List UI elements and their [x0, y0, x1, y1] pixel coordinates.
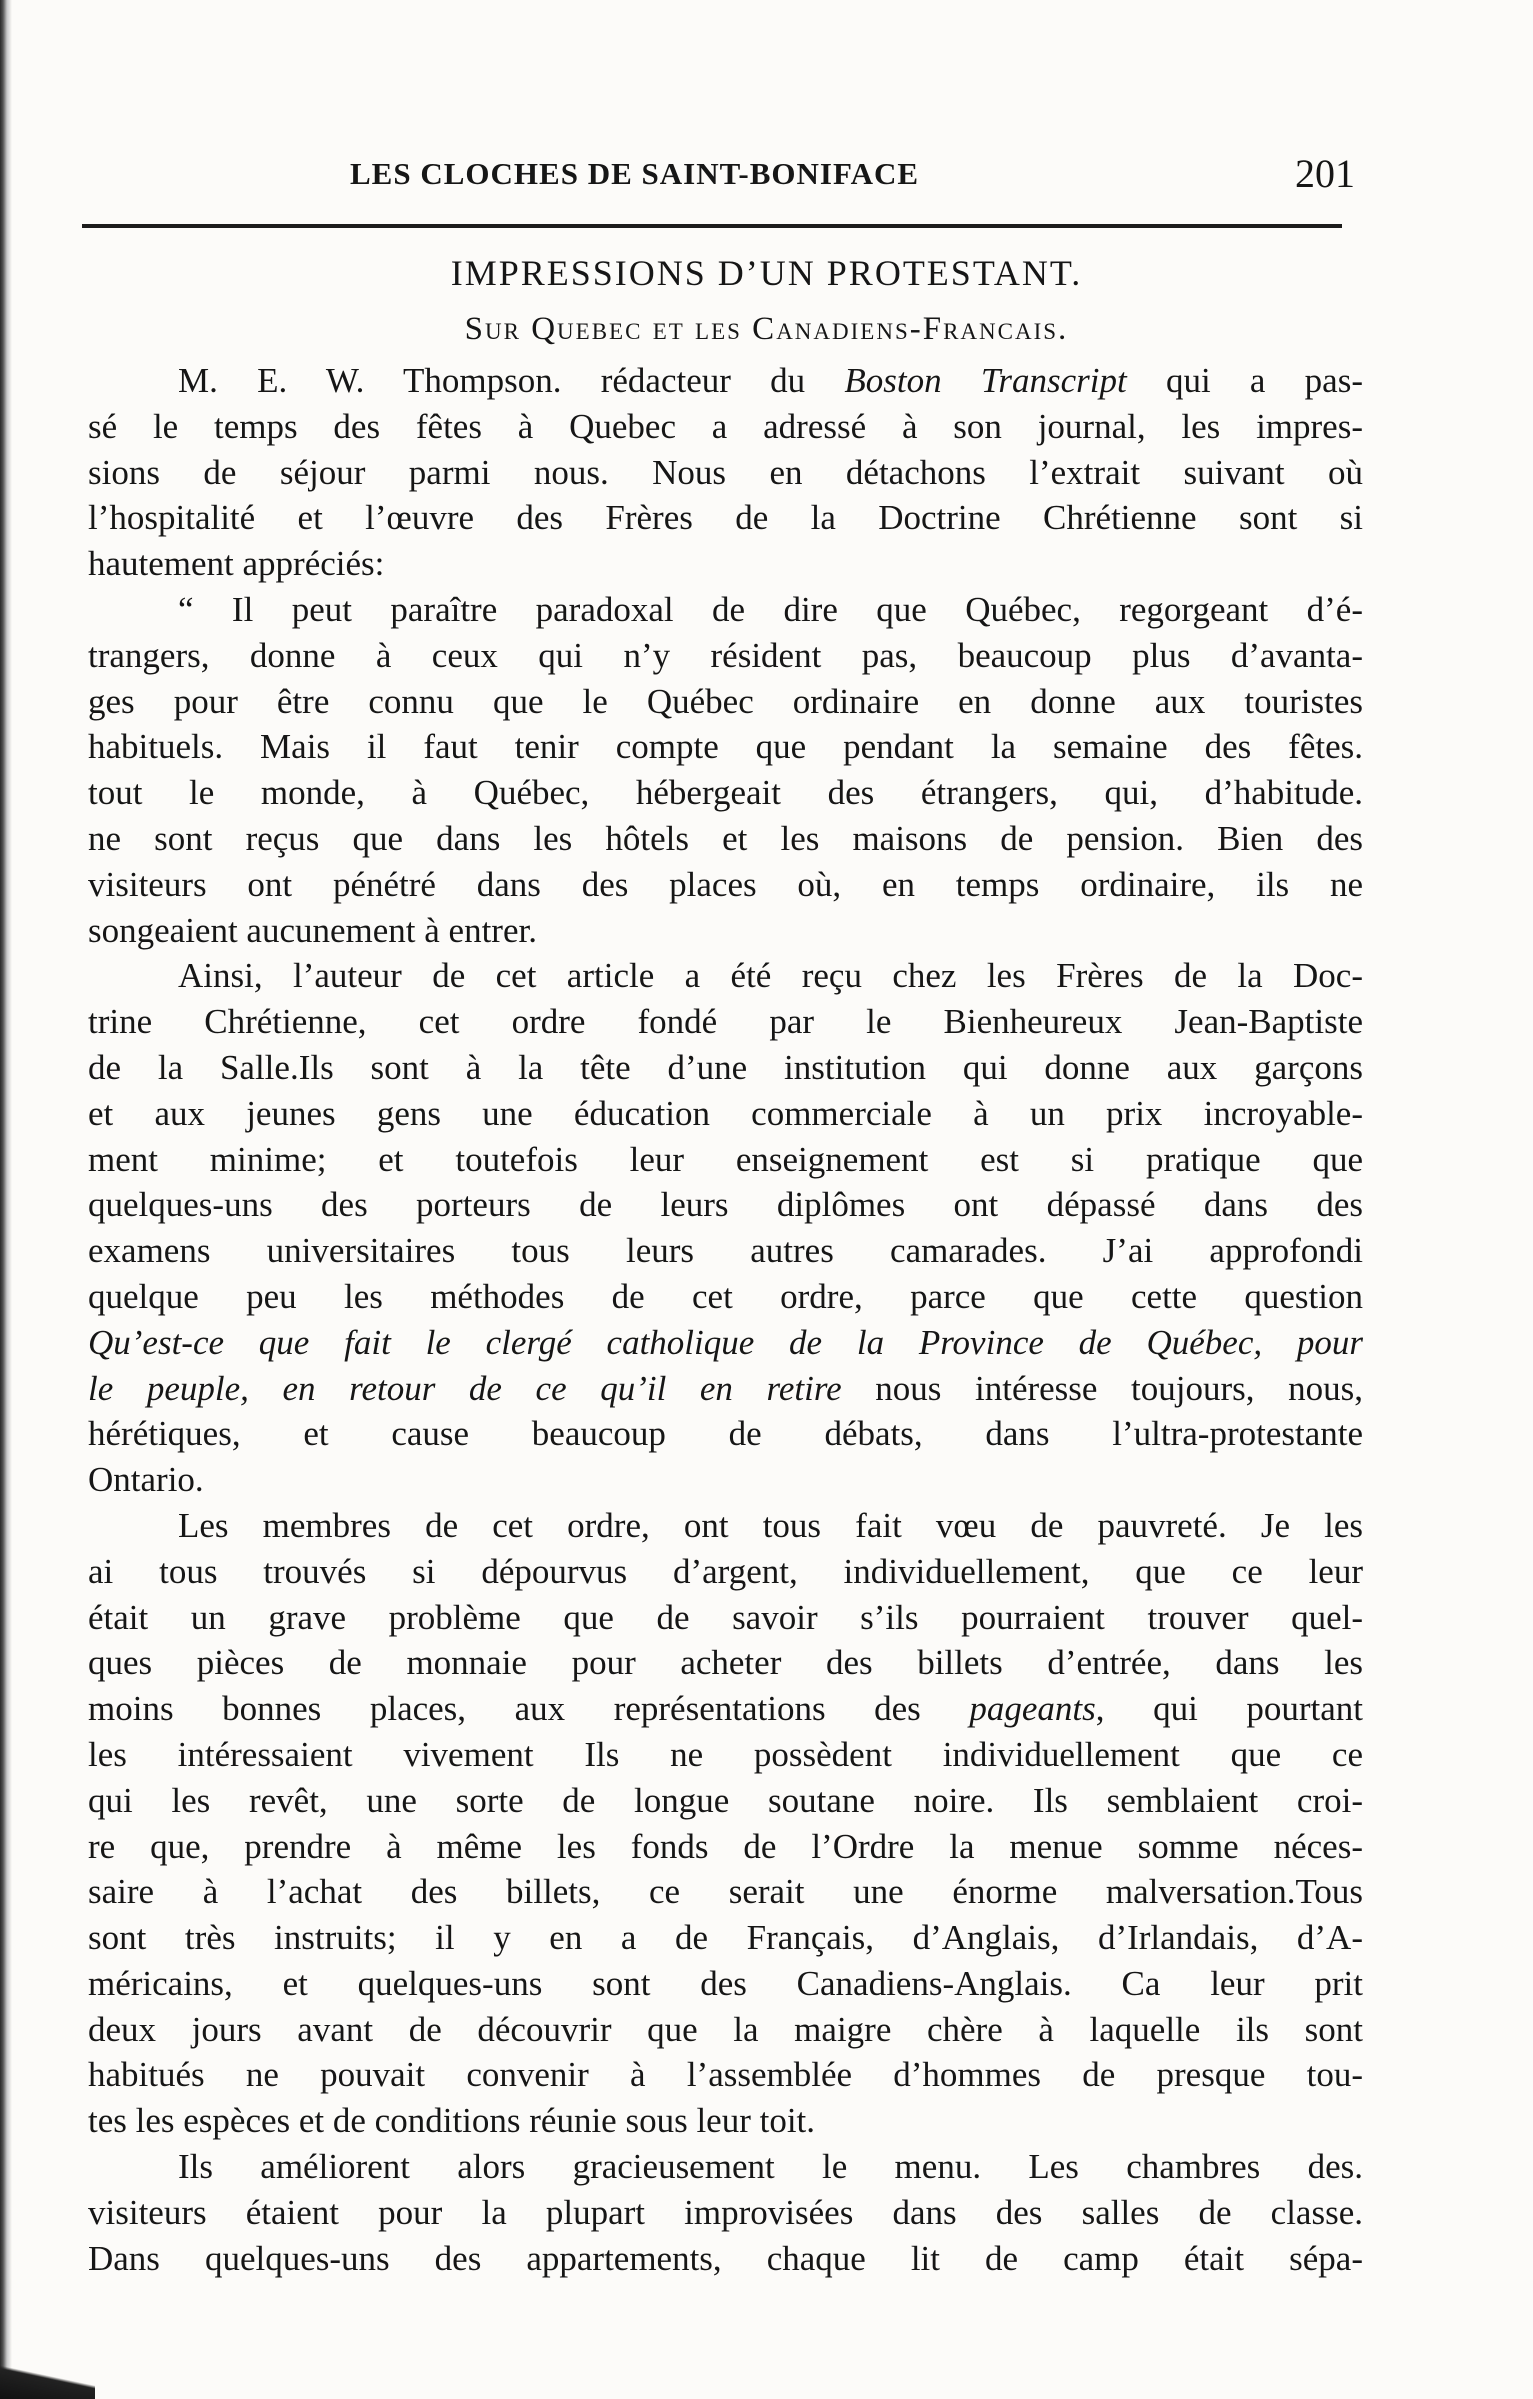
text-segment: , qui pourtant	[1095, 1689, 1363, 1729]
text-line	[88, 2098, 1363, 2144]
text-segment: Ontario.	[88, 1460, 204, 1500]
header-rule	[82, 224, 1342, 228]
text-segment: méricains, et quelques-uns sont des Canadiens-Anglais. Ca leur prit	[88, 1963, 1363, 2003]
running-head: LES CLOCHES DE SAINT-BONIFACE	[350, 156, 920, 191]
text-segment: tes les espèces et de conditions réunie sous leur toit.	[88, 2101, 816, 2141]
text-line	[88, 679, 1363, 725]
text-line	[88, 541, 1363, 587]
text-line	[88, 862, 1363, 908]
text-segment: ai tous trouvés si dépourvus d’argent, individuellement, que ce leur	[88, 1551, 1363, 1591]
page-corner-shadow	[0, 2339, 95, 2399]
text-segment: moins bonnes places, aux représentations des	[88, 1689, 970, 1729]
italic-text: Boston Transcript	[844, 361, 1127, 400]
text-line	[88, 450, 1363, 496]
text-line	[88, 1503, 1363, 1549]
text-line	[88, 770, 1363, 816]
text-segment: sions de séjour parmi nous. Nous en détachons l’extrait suivant où	[88, 452, 1363, 492]
text-segment: trine Chrétienne, cet ordre fondé par le Bienheureux Jean-Baptiste	[88, 1002, 1363, 1042]
text-line	[88, 1457, 1363, 1503]
text-line	[88, 587, 1363, 633]
italic-text: pageants	[969, 1689, 1096, 1729]
text-line	[88, 1915, 1363, 1961]
text-segment: saire à l’achat des billets, ce serait une énorme malversation.Tous	[88, 1872, 1363, 1912]
page-number: 201	[1295, 151, 1355, 196]
text-line	[88, 1549, 1363, 1595]
text-line	[88, 404, 1363, 450]
text-line	[88, 1137, 1363, 1183]
text-segment: trangers, donne à ceux qui n’y résident pas, beaucoup plus d’avanta-	[88, 635, 1363, 675]
text-line	[88, 1320, 1363, 1366]
text-segment: sont très instruits; il y en a de Français, d’Anglais, d’Irlandais, d’A-	[88, 1918, 1363, 1958]
text-line	[88, 953, 1363, 999]
text-line	[88, 999, 1363, 1045]
text-segment: ges pour être connu que le Québec ordinaire en donne aux touristes	[88, 681, 1363, 721]
text-segment: sé le temps des fêtes à Quebec a adressé à son journal, les impres-	[88, 406, 1363, 446]
text-segment: visiteurs ont pénétré dans des places où, en temps ordinaire, ils ne	[88, 864, 1363, 904]
text-segment: l’hospitalité et l’œuvre des Frères de la Doctrine Chrétienne sont si	[88, 498, 1363, 538]
text-line	[88, 724, 1363, 770]
text-line	[88, 1411, 1363, 1457]
text-segment: hérétiques, et cause beaucoup de débats, dans l’ultra-protestante	[88, 1414, 1363, 1454]
text-line	[88, 816, 1363, 862]
text-line	[88, 1274, 1363, 1320]
text-line	[88, 1778, 1363, 1824]
italic-text: Qu’est-ce que fait le clergé catholique de la Province de Québec, pour	[88, 1322, 1363, 1362]
text-segment: ment minime; et toutefois leur enseignement est si pratique que	[88, 1139, 1363, 1179]
text-segment: quelque peu les méthodes de cet ordre, parce que cette question	[88, 1276, 1363, 1316]
text-segment: tout le monde, à Québec, hébergeait des étrangers, qui, d’habitude.	[88, 773, 1363, 813]
text-segment: quelques-uns des porteurs de leurs diplômes ont dépassé dans des	[88, 1185, 1363, 1225]
text-line	[88, 1869, 1363, 1915]
text-segment: Les membres de cet ordre, ont tous fait vœu de pauvreté. Je les	[178, 1505, 1363, 1545]
text-segment: de la Salle.Ils sont à la tête d’une institution qui donne aux garçons	[88, 1047, 1363, 1087]
text-segment: ne sont reçus que dans les hôtels et les maisons de pension. Bien des	[88, 818, 1363, 858]
text-line	[88, 908, 1363, 954]
text-line	[88, 1366, 1363, 1412]
text-segment: nous intéresse toujours, nous,	[841, 1368, 1363, 1408]
text-line	[88, 1045, 1363, 1091]
text-line	[88, 1228, 1363, 1274]
article-subtitle: Sur Quebec et les Canadiens-Francais.	[464, 311, 1069, 347]
text-segment: qui les revêt, une sorte de longue soutane noire. Ils semblaient croi-	[88, 1780, 1363, 1820]
text-line	[88, 633, 1363, 679]
text-line	[88, 2236, 1363, 2282]
text-line	[88, 1091, 1363, 1137]
text-line	[88, 1824, 1363, 1870]
article-body	[88, 358, 1363, 2281]
text-line	[88, 1961, 1363, 2007]
text-line	[88, 2052, 1363, 2098]
text-segment: habituels. Mais il faut tenir compte que pendant la semaine des fêtes.	[88, 727, 1363, 767]
text-line	[88, 1595, 1363, 1641]
text-line	[88, 495, 1363, 541]
text-line	[88, 2144, 1363, 2190]
text-line	[88, 1640, 1363, 1686]
text-segment: Dans quelques-uns des appartements, chaque lit de camp était sépa-	[88, 2238, 1363, 2278]
text-segment: était un grave problème que de savoir s’ils pourraient trouver quel-	[88, 1597, 1363, 1637]
text-line	[88, 1732, 1363, 1778]
text-segment: habitués ne pouvait convenir à l’assemblée d’hommes de presque tou-	[88, 2055, 1363, 2095]
text-segment: ques pièces de monnaie pour acheter des billets d’entrée, dans les	[88, 1643, 1363, 1683]
text-segment: M. E. W. Thompson. rédacteur du	[178, 361, 845, 400]
text-segment: qui a pas-	[1126, 361, 1363, 400]
text-segment: et aux jeunes gens une éducation commerciale à un prix incroyable-	[88, 1093, 1363, 1133]
text-segment: “ Il peut paraître paradoxal de dire que Québec, regorgeant d’é-	[178, 589, 1363, 629]
text-segment: examens universitaires tous leurs autres camarades. J’ai approfondi	[88, 1231, 1363, 1271]
text-line	[88, 1686, 1363, 1732]
text-line	[88, 2007, 1363, 2053]
text-line	[88, 358, 1363, 404]
text-line	[88, 1182, 1363, 1228]
text-segment: hautement appréciés:	[88, 544, 385, 584]
page-header	[350, 150, 1360, 200]
text-line	[88, 2190, 1363, 2236]
text-segment: Ainsi, l’auteur de cet article a été reçu chez les Frères de la Doc-	[178, 956, 1363, 996]
text-segment: Ils améliorent alors gracieusement le menu. Les chambres des.	[178, 2147, 1363, 2187]
text-segment: les intéressaient vivement Ils ne possèdent individuellement que ce	[88, 1734, 1363, 1774]
text-segment: deux jours avant de découvrir que la maigre chère à laquelle ils sont	[88, 2009, 1363, 2049]
article-title: IMPRESSIONS D’UN PROTESTANT.	[450, 253, 1083, 293]
italic-text: le peuple, en retour de ce qu’il en retire	[88, 1368, 842, 1408]
page-binding-edge	[0, 0, 12, 2399]
text-segment: visiteurs étaient pour la plupart improvisées dans des salles de classe.	[88, 2192, 1363, 2232]
text-segment: re que, prendre à même les fonds de l’Ordre la menue somme néces-	[88, 1826, 1363, 1866]
text-segment: songeaient aucunement à entrer.	[88, 910, 537, 950]
